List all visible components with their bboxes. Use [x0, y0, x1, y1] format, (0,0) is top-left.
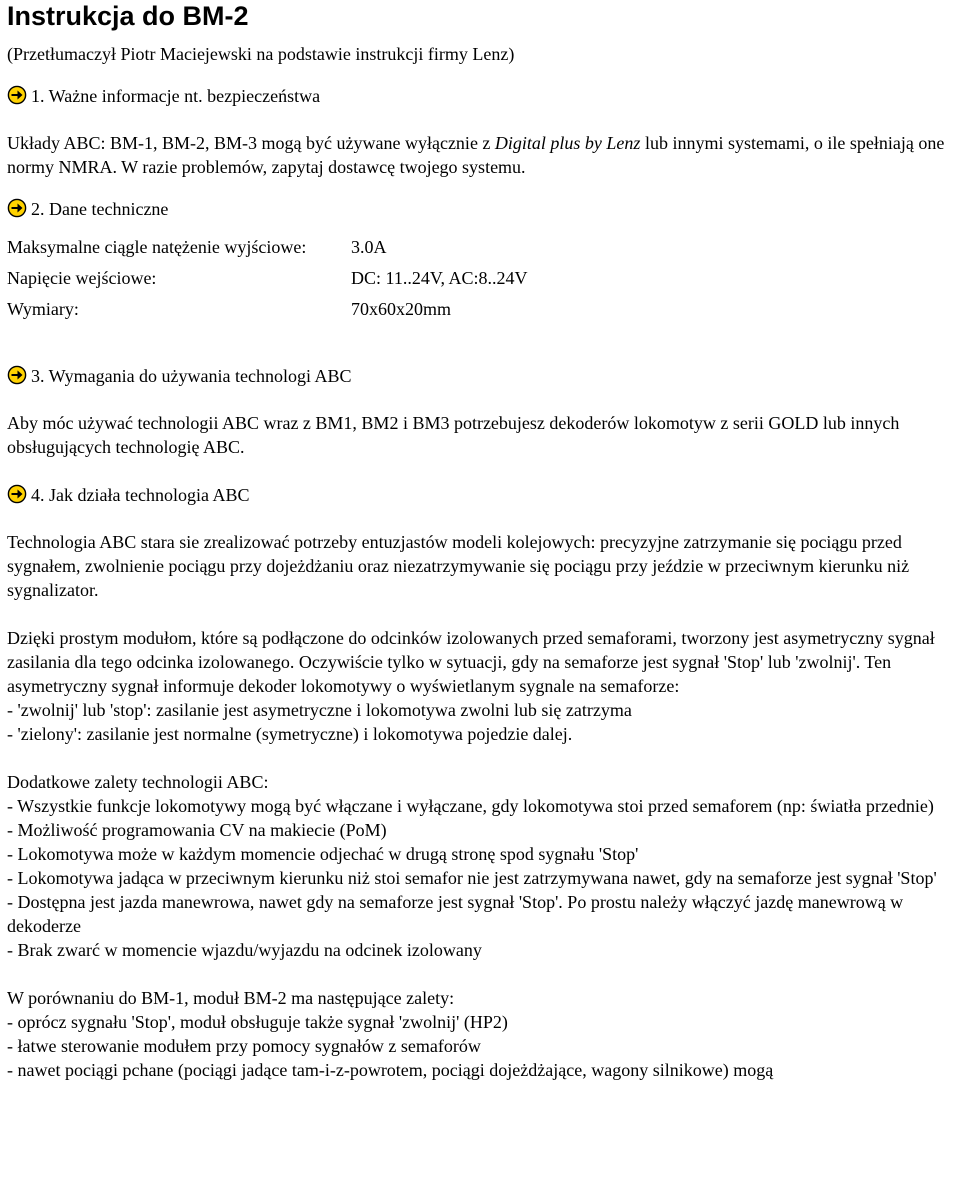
section-heading-technical-data [7, 197, 957, 221]
specs-table [7, 231, 528, 324]
translator-note: (Przetłumaczył Piotr Maciejewski na podstawie instrukcji firmy Lenz) [7, 44, 515, 64]
abc-advantages-paragraph [7, 770, 957, 962]
document-title: Instrukcja do BM-2 [7, 1, 249, 31]
text-line: W porównaniu do BM-1, moduł BM-2 ma następujące zalety: [7, 988, 455, 1008]
section-heading-label: 3. Wymagania do używania technologi ABC [31, 366, 352, 386]
table-row [7, 231, 528, 262]
bm2-comparison-paragraph [7, 986, 957, 1082]
system-name: Digital plus by Lenz [494, 133, 641, 153]
list-item: - Lokomotywa jadąca w przeciwnym kierunku niż stoi semafor nie jest zatrzymywana nawet, gdy na semaforze jest sygnał 'Stop' [7, 868, 937, 888]
section-heading-safety [7, 84, 957, 108]
list-item: - Brak zwarć w momencie wjazdu/wyjazdu na odcinek izolowany [7, 940, 482, 960]
table-row [7, 262, 528, 293]
spec-label: Napięcie wejściowe: [7, 267, 157, 288]
section-heading-requirements [7, 364, 957, 388]
list-item: - 'zwolnij' lub 'stop': zasilanie jest asymetryczne i lokomotywa zwolni lub się zatrzyma [7, 700, 632, 720]
section-heading-label: 2. Dane techniczne [31, 199, 169, 219]
text-line: Technologia ABC stara sie zrealizować potrzeby entuzjastów modeli kolejowych: precyzyjne zatrzymanie się pociągu przed sygnałem, zwolnienie pociągu przy dojeżdżaniu oraz niezatrzymywanie się pociągu przy jeździe w przeciwnym kierunku niż sygnalizator. [7, 532, 910, 600]
abc-intro-paragraph [7, 530, 957, 602]
spec-value: 3.0A [351, 236, 387, 257]
spec-label: Maksymalne ciągle natężenie wyjściowe: [7, 236, 307, 257]
section-heading-how-abc-works [7, 483, 957, 507]
text-line: Dzięki prostym modułom, które są podłączone do odcinków izolowanych przed semaforami, tworzony jest asymetryczny sygnał zasilania dla tego odcinka izolowanego. Oczywiście tylko w sytuacji, gdy na semaforze jest sygnał 'Stop' lub 'zwolnij'. Ten asymetryczny sygnał informuje dekoder lokomotywy o wyświetlanym sygnale na semaforze: [7, 628, 935, 696]
spec-value: DC: 11..24V, AC:8..24V [351, 267, 528, 288]
section-heading-label: 4. Jak działa technologia ABC [31, 485, 250, 505]
text-line: Dodatkowe zalety technologii ABC: [7, 772, 269, 792]
list-item: - Dostępna jest jazda manewrowa, nawet gdy na semaforze jest sygnał 'Stop'. Po prostu należy włączyć jazdę manewrową w dekoderze [7, 892, 904, 936]
abc-signal-paragraph [7, 626, 957, 746]
arrow-right-icon [7, 365, 27, 385]
arrow-right-icon [7, 198, 27, 218]
list-item: - Wszystkie funkcje lokomotywy mogą być włączane i wyłączane, gdy lokomotywa stoi przed semaforem (np: światła przednie) [7, 796, 934, 816]
list-item: - oprócz sygnału 'Stop', moduł obsługuje także sygnał 'zwolnij' (HP2) [7, 1012, 508, 1032]
safety-paragraph [7, 131, 957, 179]
list-item: - łatwe sterowanie modułem przy pomocy sygnałów z semaforów [7, 1036, 481, 1056]
paragraph-text: lub innymi systemami, o ile spełniają one normy NMRA. W razie problemów, zapytaj dostawcę twojego systemu. [7, 133, 945, 177]
arrow-right-icon [7, 85, 27, 105]
spec-value: 70x60x20mm [351, 298, 452, 319]
list-item: - 'zielony': zasilanie jest normalne (symetryczne) i lokomotywa pojedzie dalej. [7, 724, 573, 744]
requirements-paragraph: Aby móc używać technologii ABC wraz z BM1, BM2 i BM3 potrzebujesz dekoderów lokomotyw z serii GOLD lub innych obsługujących technologię ABC. [7, 413, 900, 457]
section-heading-label: 1. Ważne informacje nt. bezpieczeństwa [31, 86, 321, 106]
arrow-right-icon [7, 484, 27, 504]
table-row [7, 293, 528, 324]
list-item: - Możliwość programowania CV na makiecie (PoM) [7, 820, 387, 840]
document-page [7, 0, 957, 1082]
spec-label: Wymiary: [7, 298, 79, 319]
paragraph-text: Układy ABC: BM-1, BM-2, BM-3 mogą być używane wyłącznie z [7, 133, 495, 153]
list-item: - Lokomotywa może w każdym momencie odjechać w drugą stronę spod sygnału 'Stop' [7, 844, 639, 864]
list-item: - nawet pociągi pchane (pociągi jadące tam-i-z-powrotem, pociągi dojeżdżające, wagony silnikowe) mogą [7, 1060, 774, 1080]
